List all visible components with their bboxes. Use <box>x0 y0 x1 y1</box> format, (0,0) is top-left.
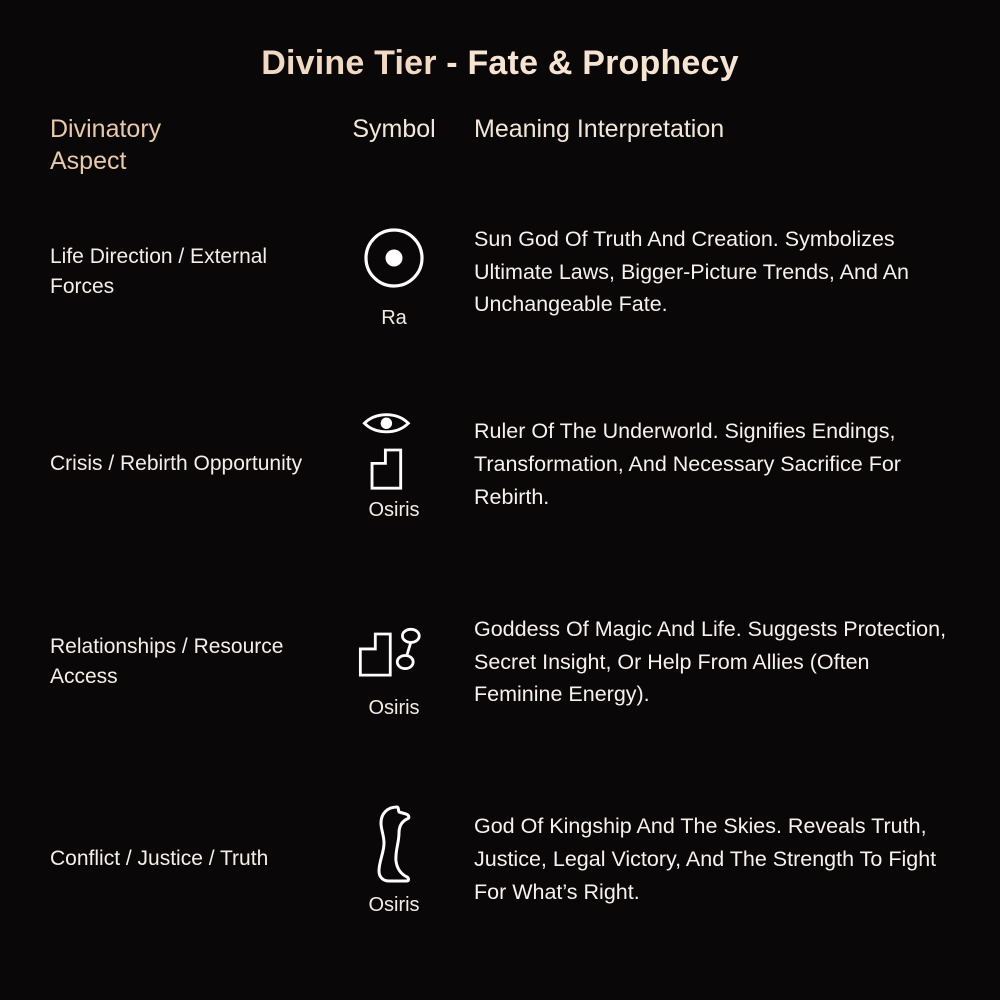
column-header-aspect <box>50 113 318 177</box>
page-title <box>0 0 1000 83</box>
steps-and-loops-icon <box>351 605 437 691</box>
row-symbol-cell <box>318 407 470 522</box>
column-header-symbol <box>318 113 470 145</box>
table-header-row <box>0 113 1000 177</box>
row-aspect-cell <box>50 449 318 479</box>
table-row <box>0 762 1000 957</box>
aspect-label: Conflict / Justice / Truth <box>50 847 269 871</box>
row-symbol-cell <box>318 802 470 917</box>
row-meaning-cell <box>470 810 950 908</box>
meaning-text: Sun God Of Truth And Creation. Symbolizes Ultimate Laws, Bigger-Picture Trends, And An Unchangeable Fate. <box>474 226 909 317</box>
row-meaning-cell <box>470 223 950 321</box>
eye-and-steps-icon <box>351 407 437 493</box>
meaning-text: Goddess Of Magic And Life. Suggests Protection, Secret Insight, Or Help From Allies (Often Feminine Energy). <box>474 616 947 707</box>
row-aspect-cell <box>50 844 318 874</box>
table-row <box>0 562 1000 762</box>
symbol-name-label: Osiris <box>368 499 420 521</box>
falcon-icon <box>351 802 437 888</box>
row-symbol-cell <box>318 605 470 720</box>
table-row <box>0 177 1000 367</box>
symbol-name-label: Osiris <box>368 696 420 719</box>
column-header-meaning <box>470 113 950 145</box>
meaning-text: Ruler Of The Underworld. Signifies Endings, Transformation, And Necessary Sacrifice For Rebirth. <box>474 419 901 509</box>
symbol-header-label: Symbol <box>352 115 436 143</box>
row-symbol-cell <box>318 215 470 330</box>
symbol-name-label: Ra <box>381 306 407 329</box>
row-meaning-cell <box>470 613 950 711</box>
aspect-header-line2: Aspect <box>50 147 127 175</box>
sun-disc-icon <box>351 215 437 301</box>
meaning-header-label: Meaning Interpretation <box>474 115 725 143</box>
aspect-label: Crisis / Rebirth Opportunity <box>50 452 303 476</box>
page-title-sub: - Fate & Prophecy <box>446 44 739 82</box>
meaning-text: God Of Kingship And The Skies. Reveals Truth, Justice, Legal Victory, And The Strength To Fight For What’s Right. <box>474 814 937 904</box>
symbol-name-label: Osiris <box>368 894 420 916</box>
page-title-main: Divine Tier <box>261 44 447 82</box>
row-aspect-cell <box>50 632 318 693</box>
aspect-label: Relationships / Resource Access <box>50 634 284 688</box>
row-aspect-cell <box>50 242 318 303</box>
aspect-label: Life Direction / External Forces <box>50 244 268 298</box>
table-row <box>0 367 1000 562</box>
row-meaning-cell <box>470 415 950 513</box>
aspect-header-line1: Divinatory <box>50 115 162 143</box>
